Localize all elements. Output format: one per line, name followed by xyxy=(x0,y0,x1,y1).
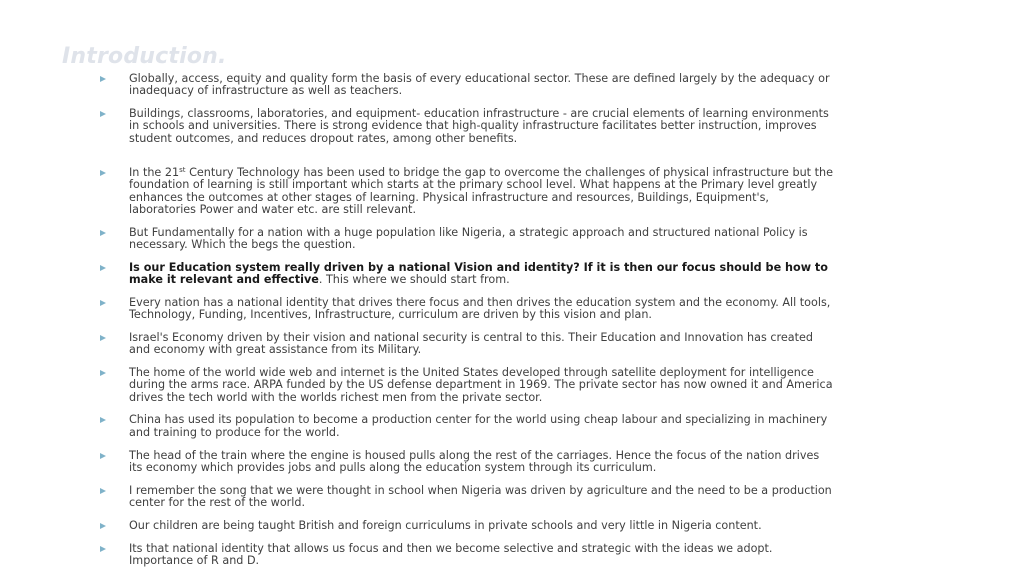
bullet-item xyxy=(100,73,835,98)
bullet-arrow-icon xyxy=(100,453,106,459)
bullet-item xyxy=(100,450,835,475)
ordinal-superscript: st xyxy=(179,165,186,174)
bullet-item xyxy=(100,367,835,404)
bullet-arrow-icon xyxy=(100,546,106,552)
bullet-text: But Fundamentally for a nation with a huge population like Nigeria, a strategic approach and structured national Policy is necessary. Which the begs the question. xyxy=(129,225,808,251)
bullet-text: I remember the song that we were thought in school when Nigeria was driven by agriculture and the need to be a production center for the rest of the world. xyxy=(129,483,832,509)
bullet-item xyxy=(100,543,835,568)
bullet-arrow-icon xyxy=(100,417,106,423)
bullet-text: China has used its population to become a production center for the world using cheap labour and specializing in machinery and training to produce for the world. xyxy=(129,413,828,439)
bullet-arrow-icon xyxy=(100,111,106,117)
bullet-item xyxy=(100,332,835,357)
bullet-text-end: Century Technology has been used to bridge the gap to overcome the challenges of physical infrastructure but the foundation of learning is still important which starts at the primary school level. What happens at the Primary level greatly enhances the outcomes at other stages of learning. Physical infrastructure and resources, Buildings, Equipment's, laboratories Power and water etc. are still relevant. xyxy=(129,165,833,216)
bullet-arrow-icon xyxy=(100,230,106,236)
bullet-arrow-icon xyxy=(100,523,106,529)
bullet-list xyxy=(100,73,835,567)
slide-title: Introduction. xyxy=(62,44,227,69)
bullet-text: Its that national identity that allows us focus and then we become selective and strategic with the ideas we adopt. Importance of R and D. xyxy=(129,541,773,567)
bullet-text: Buildings, classrooms, laboratories, and equipment- education infrastructure - are crucial elements of learning environments in schools and universities. There is strong evidence that high-quality infrastructure facilitates better instruction, improves student outcomes, and reduces dropout rates, among other benefits. xyxy=(129,107,829,145)
bullet-text: Every nation has a national identity that drives there focus and then drives the education system and the economy. All tools, Technology, Funding, Incentives, Infrastructure, curriculum are driven by this vision and plan. xyxy=(129,295,831,322)
bullet-text-start: In the 21 xyxy=(129,165,180,179)
bullet-item xyxy=(100,167,835,216)
bullet-item xyxy=(100,520,835,532)
bullet-arrow-icon xyxy=(100,300,106,306)
bullet-arrow-icon xyxy=(100,488,106,494)
bullet-item xyxy=(100,227,835,252)
bullet-text: Our children are being taught British and foreign curriculums in private schools and very little in Nigeria content. xyxy=(129,518,762,532)
bullet-text: Israel's Economy driven by their vision and national security is central to this. Their Education and Innovation has created and economy with great assistance from its Military. xyxy=(129,330,813,357)
bullet-text-end: . This where we should start from. xyxy=(318,273,510,287)
bullet-arrow-icon xyxy=(100,370,106,376)
bullet-item xyxy=(100,108,835,145)
bullet-item xyxy=(100,297,835,322)
bullet-item xyxy=(100,262,835,287)
bullet-item xyxy=(100,485,835,510)
bullet-bold-question: Is our Education system really driven by a national Vision and identity? If it is then our focus should be how to make it relevant and effective xyxy=(129,260,828,287)
bullet-text: The home of the world wide web and internet is the United States developed through satellite deployment for intelligence during the arms race. ARPA funded by the US defense department in 1969. The private sector has now owned it and America drives the tech world with the worlds richest men from the private sector. xyxy=(129,366,833,404)
bullet-arrow-icon xyxy=(100,170,106,176)
bullet-arrow-icon xyxy=(100,265,106,271)
bullet-arrow-icon xyxy=(100,76,106,82)
bullet-item xyxy=(100,414,835,439)
bullet-text: Globally, access, equity and quality form the basis of every educational sector. These are defined largely by the adequacy or inadequacy of infrastructure as well as teachers. xyxy=(129,72,830,98)
bullet-text: The head of the train where the engine is housed pulls along the rest of the carriages. Hence the focus of the nation drives its economy which provides jobs and pulls along the education system through its curriculum. xyxy=(129,448,820,474)
bullet-arrow-icon xyxy=(100,335,106,341)
